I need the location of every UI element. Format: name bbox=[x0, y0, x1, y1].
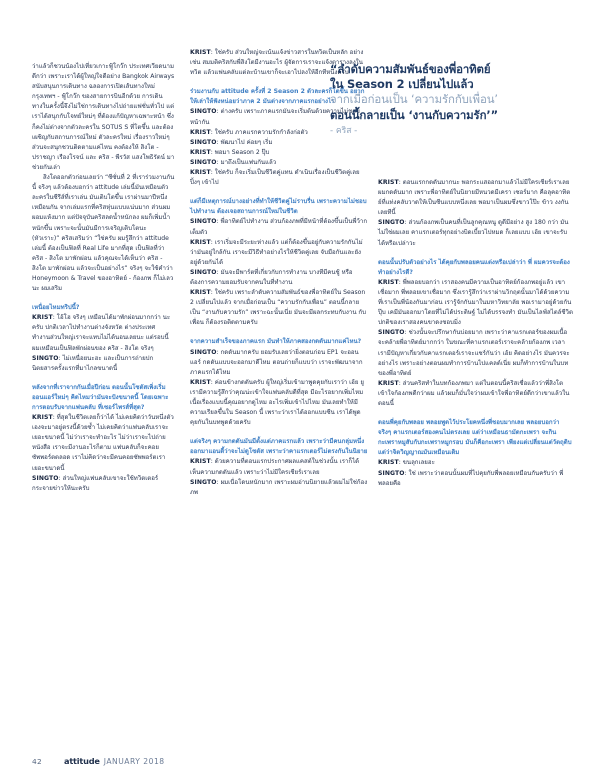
spacer bbox=[378, 409, 573, 418]
qa-text: พอมา Season 2 ปุ๊บ bbox=[214, 148, 270, 156]
speaker-name: SINGTO bbox=[378, 469, 405, 477]
qa-text: ส่วนใหญ่แฟนคลับเขาจะใช้ทวิตเตอร์กระจายข่าวให้นะครับ bbox=[32, 474, 159, 492]
qa-colon: : bbox=[210, 49, 215, 56]
qa-text: พัฒนาไป ค่อยๆ เริ่ม bbox=[220, 138, 273, 146]
speaker-name: KRIST bbox=[378, 459, 399, 467]
qa-text: มันจะมีพาร์ตที่เกี่ยวกับการทำงาน บางทีมีคนชู้ หรือต้องการความยอมรับจากคนในที่ทำงาน bbox=[190, 268, 353, 286]
speaker-name: SINGTO bbox=[190, 138, 217, 146]
qa-line bbox=[32, 313, 175, 353]
speaker-name: SINGTO bbox=[190, 478, 217, 486]
qa-text: ใช่ เพราะว่าตอนนั้นผมที่ไปคุยกับพี่พลอยเหมือนกันครับว่า พี่พลอยคือ bbox=[378, 469, 564, 487]
question-heading: ร่วมงานกับ attitude ครั้งที่ 2 Season 2 ตัวละครก็โตขึ้น อยากให้เล่าให้ฟังหน่อยว่าภาค 2 มันต่างจากภาคแรกอย่างไร bbox=[190, 88, 365, 106]
pull-quote-line-1: “ลำดับความสัมพันธ์ของพี่อาทิตย์ bbox=[330, 62, 491, 76]
qa-text: ด้วยความที่ตอนแรกประกาศผลแคสต์ในช่วงนั้น เราก็ได้เห็นความกดดันแล้ว เพราะว่าไม่มีใครเชียร์เราเลย bbox=[190, 458, 360, 476]
question-heading: จากความสำเร็จของภาคแรก มันทำให้ภาคสองกดดันมากแค่ไหน? bbox=[190, 338, 362, 346]
question-heading: หลังจากที่เราจากกันเมื่อปีก่อน ตอนนั้นโซตัสเพิ่งเริ่มออนแอร์ใหม่ๆ คิดไหมว่ามันจะปังขนาดนี้ โดยเฉพาะการตอบรับจากแฟนคลับ ที่เซอร์ไพรส์ที่สุด? bbox=[32, 383, 169, 411]
qa-colon: : bbox=[404, 469, 409, 477]
spacer bbox=[378, 249, 573, 258]
qa-line bbox=[378, 469, 573, 489]
speaker-name: KRIST bbox=[190, 169, 211, 177]
qa-colon: : bbox=[404, 219, 409, 227]
qa-colon: : bbox=[210, 289, 215, 297]
qa-text: ผมเนื่อโดนหนักมาก เพราะผมอ่านนิยายแล้วผมไม่ใช่ก้องภพ bbox=[190, 478, 368, 496]
speaker-name: SINGTO bbox=[190, 348, 217, 356]
qa-text: มาถึงเป็นแฟนกันแล้ว bbox=[220, 158, 277, 166]
paragraph: สิงโตออกตัวก่อนเลยว่า “ซีซั่นที่ 2 ที่เราร่วมงานกันนี้ จริงๆ แล้วต้องบอกว่า attitude เล่มนี้มันเหมือนตัวละครในซีรีส์ที่เราเล่น มันเติบโตขึ้น เราผ่านมาปีหนึ่งเหมือนกัน จากเล่มแรกที่คริสหุ่นแบบแน่นมาก ส่วนผมผอมแห้งมาก แต่ปัจจุบันคริสลดน้ำหนักลง ผมก็เพิ่มน้ำหนักขึ้น เพราะจะนั้นมันมีการเจริญเติบโตนะ (หัวเราะ)” คริสเสริมว่า “ใช่ครับ ผมรู้สึกว่า attitude เล่มนี้ ต้องเป็นฟิลที่ Real Life มากที่สุด เป็นฟิลที่ว่า คริส - สิงโต มาพักผ่อน แล้วคุณจะได้เห็นว่า คริส - สิงโต มาพักผ่อน แล้วจะเป็นอย่างไร” จริงๆ จะใช้คำว่า Honeymoon & Travel ของอาทิตย์ - ก้องภพ ก็ไม่เลวนะ ผมเสริม bbox=[32, 174, 175, 293]
pull-quote-line-2: ใน Season 2 เปลี่ยนไปแล้ว bbox=[330, 77, 474, 92]
speaker-name: SINGTO bbox=[190, 268, 217, 276]
qa-colon: : bbox=[52, 414, 57, 422]
speaker-name: KRIST bbox=[378, 278, 399, 286]
qa-line bbox=[378, 379, 573, 409]
folio-page-number: 42 bbox=[32, 757, 43, 766]
pull-quote bbox=[330, 62, 582, 137]
qa-colon: : bbox=[398, 179, 403, 186]
qa-colon: : bbox=[216, 218, 221, 226]
qa-line bbox=[190, 378, 368, 428]
speaker-name: SINGTO bbox=[190, 108, 217, 116]
qa-colon: : bbox=[216, 108, 221, 116]
qa-colon: : bbox=[398, 278, 403, 286]
pull-quote-attribution: - คริส - bbox=[330, 125, 358, 136]
spacer bbox=[190, 188, 368, 197]
qa-colon: : bbox=[398, 459, 403, 467]
qa-line bbox=[190, 158, 368, 168]
speaker-name: KRIST bbox=[190, 49, 211, 56]
qa-colon: : bbox=[216, 348, 221, 356]
qa-colon: : bbox=[398, 379, 403, 387]
qa-line bbox=[190, 288, 368, 328]
qa-text: ที่สุดในชีวิตเลยก็ว่าได้ ไม่เคยคิดว่าวันหนึ่งตัวเองจะมาอยู่ตรงนี้ด้วยซ้ำ ไม่เคยคิดว่าแฟนคลับเราจะเยอะขนาดนี้ ไม่ว่าเราจะทำอะไร ไม่ว่าเราจะไปถ่ายหนังสือ เราจะมีงานอะไรก็ตาม แฟนคลับก็จะคอยซัพพอร์ตตลอด เราไม่คิดว่าจะมีคนคอยซัพพอร์ตเราเยอะขนาดนี้ bbox=[32, 414, 174, 472]
question-heading: ตอนพี่คุยกับพลอย พลอยพูดไว้ประโยคหนึ่งพี่ชอบมากเลย พลอยบอกว่า จริงๆ คาแรกเตอร์สองคนไม่ตรงเลย แต่ว่าเหมือนธามัดกะเพรา จะกินกะเพราหมูสับกับกะเพราหมูกรอบ มันก็คือกะเพรา เพียงแต่เปลี่ยนแต่วัตถุดิบ แต่ว่าจิตวิญญาณมันเหมือนเดิม bbox=[378, 419, 572, 457]
pull-quote-line-3: จากเมื่อก่อนเป็น ‘ความรักกับเพื่อน’ bbox=[330, 92, 498, 107]
speaker-name: SINGTO bbox=[32, 474, 59, 482]
speaker-name: KRIST bbox=[190, 238, 211, 246]
qa-text: ใช่ครับ ก็จะเริ่มเป็นชีวิตคู่แทน ดำเนินเรื่องเป็นชีวิตคู่เลย ปิ้งๆ เข้าไป bbox=[190, 169, 360, 187]
qa-line bbox=[190, 238, 368, 268]
qa-text: พี่อาทิตย์ไปทำงาน ส่วนก้องภพที่มีหน้าที่ต้องขึ้นเป็นพี่ว้ากเต็มตัว bbox=[190, 218, 368, 236]
qa-text: กดดันมากครับ ยอมรับเลยว่ายิ่งตอนก่อน EP1 จะออนแอร์ กดดันแบบจะออกมาดีไหม ตอนถ่ายก็แบบว่า เราจะพัฒนาจากภาคแรกได้ไหม bbox=[190, 348, 363, 376]
speaker-name: KRIST bbox=[32, 314, 53, 322]
speaker-name: SINGTO bbox=[190, 158, 217, 166]
qa-line bbox=[32, 474, 175, 494]
question-heading: เหนื่อยไหมทริปนี้? bbox=[32, 304, 80, 312]
qa-text: พี่พลอยบอกว่า เราสองคนมีความเป็นอาทิตย์ก้องภพอยู่แล้ว เขาเชื่อมาก พี่พลอยเขาเชื่อมาก ซึ่งเรารู้สึกว่าเราผ่านวิกฤตนั้นมาได้ด้วยความที่เราเป็นพี่น้องกันมาก่อน เรารู้จักกันมาในมหาวิทยาลัย พอเรามาอยู่ด้วยกันปุ๊บ เคมีมันออกมาโดยที่ไม่ได้ประดิษฐ์ ไม่ได้บรรจงทำ มันเป็นไลฟ์สไตล์ชีวิตปกติของเราสองคนขาดงชอบมิ่ง bbox=[378, 278, 573, 327]
qa-text: ส่วนก้องภพเป็นคนที่เป็นลูกคุณหนู ดูดีมีอย่าง สูง 180 กว่า มันไม่ใช่ผมเลย คาแรกเตอร์ทุกอย่างบิดเบี้ยวไปหมด ก็เลยแบบ เฮ้ย เขาจะรับได้หรือเปล่าวะ bbox=[378, 219, 569, 247]
qa-line bbox=[190, 457, 368, 477]
qa-text: เราเริ่มจะมีระยะห่างแล้ว แต่ก็ต้องขึ้นอยู่กับความรักกันไม่ว่ามันอยู่ใกล้กัน เราจะมีวิธีทำอย่างไรให้ชีวิตคู่เลย จับมือกันและยังอยู่ด้วยกันได้ bbox=[190, 238, 363, 266]
speaker-name: SINGTO bbox=[378, 219, 405, 227]
qa-text: ใช่ครับ ภาคแรกความรักกำลังก่อตัว bbox=[214, 128, 308, 136]
qa-colon: : bbox=[210, 169, 215, 177]
qa-text: ตอนแรกกดดันมากนะ พอกระแสออกมาแล้วไม่มีใครเชียร์เราเลย ผมกดดันมาก เพราะพี่อาทิตย์ในนิยายมีหนวดมีเครา เซอร์มาก คือลุคอาทิตย์ที่แท่งคลับวาดให้เป็นซีนแบบหนึ่งเลย พอมาเป็นผมซึ่งขาวโป๊ะ ข้าว งงกันเลยทีนี้ bbox=[378, 179, 571, 217]
qa-colon: : bbox=[216, 268, 221, 276]
qa-line bbox=[378, 218, 573, 248]
qa-text: ไม่เหนื่อยนะฮะ และเป็นการถ่ายปกนิตยสารครั้งแรกที่มาไกลขนาดนี้ bbox=[32, 354, 154, 372]
page-footer bbox=[32, 756, 165, 766]
speaker-name: SINGTO bbox=[190, 218, 217, 226]
qa-colon: : bbox=[210, 238, 215, 246]
question-heading: แต่จริงๆ ความกดดันมันมีตั้งแต่ภาคแรกแล้ว เพราะว่ามีคนกลุ่มหนึ่งออกมาแอนตี้ว่าจะไม่ดูโซตัส เพราะว่าคาแรกเตอร์ไม่ตรงกันในนิยาย bbox=[190, 438, 368, 456]
qa-text: ต่างครับ เพราะภาคแรกมันจะเริ่มต้นด้วยความไม่ชอบหน้ากัน bbox=[190, 108, 360, 126]
text-column-1 bbox=[32, 62, 175, 494]
qa-line bbox=[190, 168, 368, 188]
qa-line bbox=[190, 348, 368, 378]
speaker-name: KRIST bbox=[190, 148, 211, 156]
spacer bbox=[190, 328, 368, 337]
speaker-name: SINGTO bbox=[32, 354, 59, 362]
question-heading: ตอนนั้นปรับตัวอย่างไร ได้คุยกับพลอยคนแต่งหรือเปล่าว่า พี่ ผมควรจะต้องทำอย่างไรดี? bbox=[378, 258, 570, 276]
qa-colon: : bbox=[58, 474, 63, 482]
qa-line bbox=[378, 458, 573, 468]
speaker-name: KRIST bbox=[378, 179, 399, 186]
qa-line bbox=[190, 138, 368, 148]
paragraph: ว่าแล้วก็ชวนน้องไปเที่ยวเกาะฟู้โกว๊ก ประเทศเวียดนามดีกว่า เพราะเราได้ผู้ใหญ่ใจดีอย่าง Bangkok Airways สนับสนุนการเดินทาง ฉลองการเปิดเส้นทางใหม่ กรุงเทพฯ - ฟู้โกว๊ก ของสายการบินอีกด้วย การเดินทางในครั้งนี้จึงไม่ใช่การเดินทางไปถ่ายแฟชั่นทั่วไป แต่เราได้สนุกกับโจทย์ใหม่ๆ ที่ต้องแก้ปัญหาเฉพาะหน้า ซึ่งก็คงไม่ต่างจากตัวละครใน SOTUS S ที่โตขึ้น และต้องเผชิญกับสถานการณ์ใหม่ ตัวละครใหม่ เรื่องราวใหม่ๆ ส่วนจะสนุกชวนติดตามแค่ไหน คงต้องให้ สิงโต - ปราชญา เรืองโรจน์ และ คริส - พีรวัส แสงโพธิรัตน์ มาช่วยกันเล่า bbox=[32, 63, 175, 171]
spacer bbox=[32, 294, 175, 303]
qa-line bbox=[190, 268, 368, 288]
masthead-logo: attitude bbox=[64, 756, 100, 766]
speaker-name: KRIST bbox=[190, 289, 211, 297]
qa-line bbox=[190, 478, 368, 498]
qa-colon: : bbox=[216, 478, 221, 486]
speaker-name: SINGTO bbox=[378, 329, 405, 337]
speaker-name: KRIST bbox=[190, 128, 211, 136]
speaker-name: KRIST bbox=[190, 458, 211, 466]
qa-text: ช่วงนั้นจะปรึกษากันบ่อยมาก เพราะว่าคาแรกเตอร์ของผมเนื้อจะคล้ายพี่อาทิตย์มากกว่า ในขณะที่คาแรกเตอร์เราจะคล้ายก้องภพ เวลาเรามีปัญหาเกี่ยวกับคาแรกเตอร์เราจะแชร์กันว่า เฮ้ย คิดอย่างไร มันควรจะอย่างไร เพราะอย่างตอนผมทำการบ้านไปแคลด์เนี่ย ผมก็ทำการบ้านในบทของพี่อาทิตย์ bbox=[378, 329, 570, 377]
speaker-name: KRIST bbox=[32, 414, 53, 422]
qa-line bbox=[378, 178, 573, 218]
qa-line bbox=[32, 413, 175, 474]
question-heading: แต่ก็มีเหตุการณ์บางอย่างที่ทำให้ชีวิตคู่ไม่ราบรื่น เพราะความไม่ชอบไปทำงาน ต้องเจอสถานการณ์ใหม่ในชีวิต bbox=[190, 198, 367, 216]
qa-colon: : bbox=[216, 138, 221, 146]
qa-line bbox=[190, 217, 368, 237]
qa-colon: : bbox=[58, 354, 63, 362]
text-column-3 bbox=[378, 178, 573, 489]
qa-colon: : bbox=[210, 148, 215, 156]
qa-colon: : bbox=[210, 128, 215, 136]
issue-date: JANUARY 2018 bbox=[103, 757, 165, 766]
qa-colon: : bbox=[210, 458, 215, 466]
pull-quote-line-4: ตอนนี้กลายเป็น ‘งานกับความรัก’” bbox=[330, 107, 498, 122]
qa-colon: : bbox=[216, 158, 221, 166]
qa-text: ใช่ครับ ส่วนใหญ่จะเน้นแจ้งข่าวสารในทวิตเป็นหลัก อย่างเช่น สมมติคริสกับพี่สิงโตมีงานอะไร ผู้จัดการเราจะแจ้งตารางลงในทวิต แล้วแฟนคลับแต่ละบ้านเขาก็จะเอาไปลงให้อีกทีหนึ่งครับ bbox=[190, 49, 364, 77]
qa-line bbox=[32, 354, 175, 374]
qa-text: ค่อนข้างกดดันครับ ผู้ใหญ่เริ่มเข้ามาพูดคุยกับเราว่า เฮ้ย ยู เรามีความรู้สึกว่าคุณน่ะเข้าใจแฟนคลับดีที่สุด มีอะไรอยากเพิ่มไหม เนื้อเรื่องแบบนี้คุณอยากดูไหม อะไรเพิ่มเข้าไปไหม มันเลยทำให้มีความเรียลขึ้นใน Season นี้ เพราะว่าเราได้ออกแบบซีน เราได้พูดคุยกันในบทพูดด้วยครับ bbox=[190, 378, 364, 427]
qa-text: โอ้โฮ จริงๆ เหมือนได้มาพักผ่อนมากกว่า นะครับ ปกติเวลาไปทำงานต่างจังหวัด ต่างประเทศ ทำงานส่วนใหญ่เราจะแทบไม่ได้นอนเลยนะ แต่รอบนี้ผมเหมือนเป็นฟิลพักผ่อนของ คริส - สิงโต จริงๆ bbox=[32, 314, 171, 352]
qa-line bbox=[190, 148, 368, 158]
qa-line bbox=[378, 328, 573, 378]
speaker-name: KRIST bbox=[378, 379, 399, 387]
qa-text: ส่วนคริสทำในบทก้องภพมา แต่ในตอนนี้คริสเชื่อแล้วว่าพี่สิงโตเข้าใจก้องภพดีกว่าผม แล้วผมก็มั่นใจว่าผมเข้าใจพี่อาทิตย์ดีกว่าเขาแล้วในตอนนี้ bbox=[378, 379, 570, 407]
qa-colon: : bbox=[52, 314, 57, 322]
spacer bbox=[32, 374, 175, 383]
qa-colon: : bbox=[404, 329, 409, 337]
qa-text: ขนลุกเลยฮะ bbox=[402, 459, 435, 467]
speaker-name: KRIST bbox=[190, 378, 211, 386]
qa-line bbox=[378, 278, 573, 328]
spacer bbox=[190, 428, 368, 437]
qa-text: ใช่ครับ เพราะลำดับความสัมพันธ์ของพี่อาทิตย์ใน Season 2 เปลี่ยนไปแล้ว จากเมื่อก่อนเป็น “ความรักกับเพื่อน” ตอนนี้กลายเป็น “งานกับความรัก” เพราะฉะนั้นเนี่ย มันจะมีผลกระทบกับงาน กับเพื่อน ก็ต้องรอติดตามครับ bbox=[190, 289, 366, 327]
qa-colon: : bbox=[210, 378, 215, 386]
